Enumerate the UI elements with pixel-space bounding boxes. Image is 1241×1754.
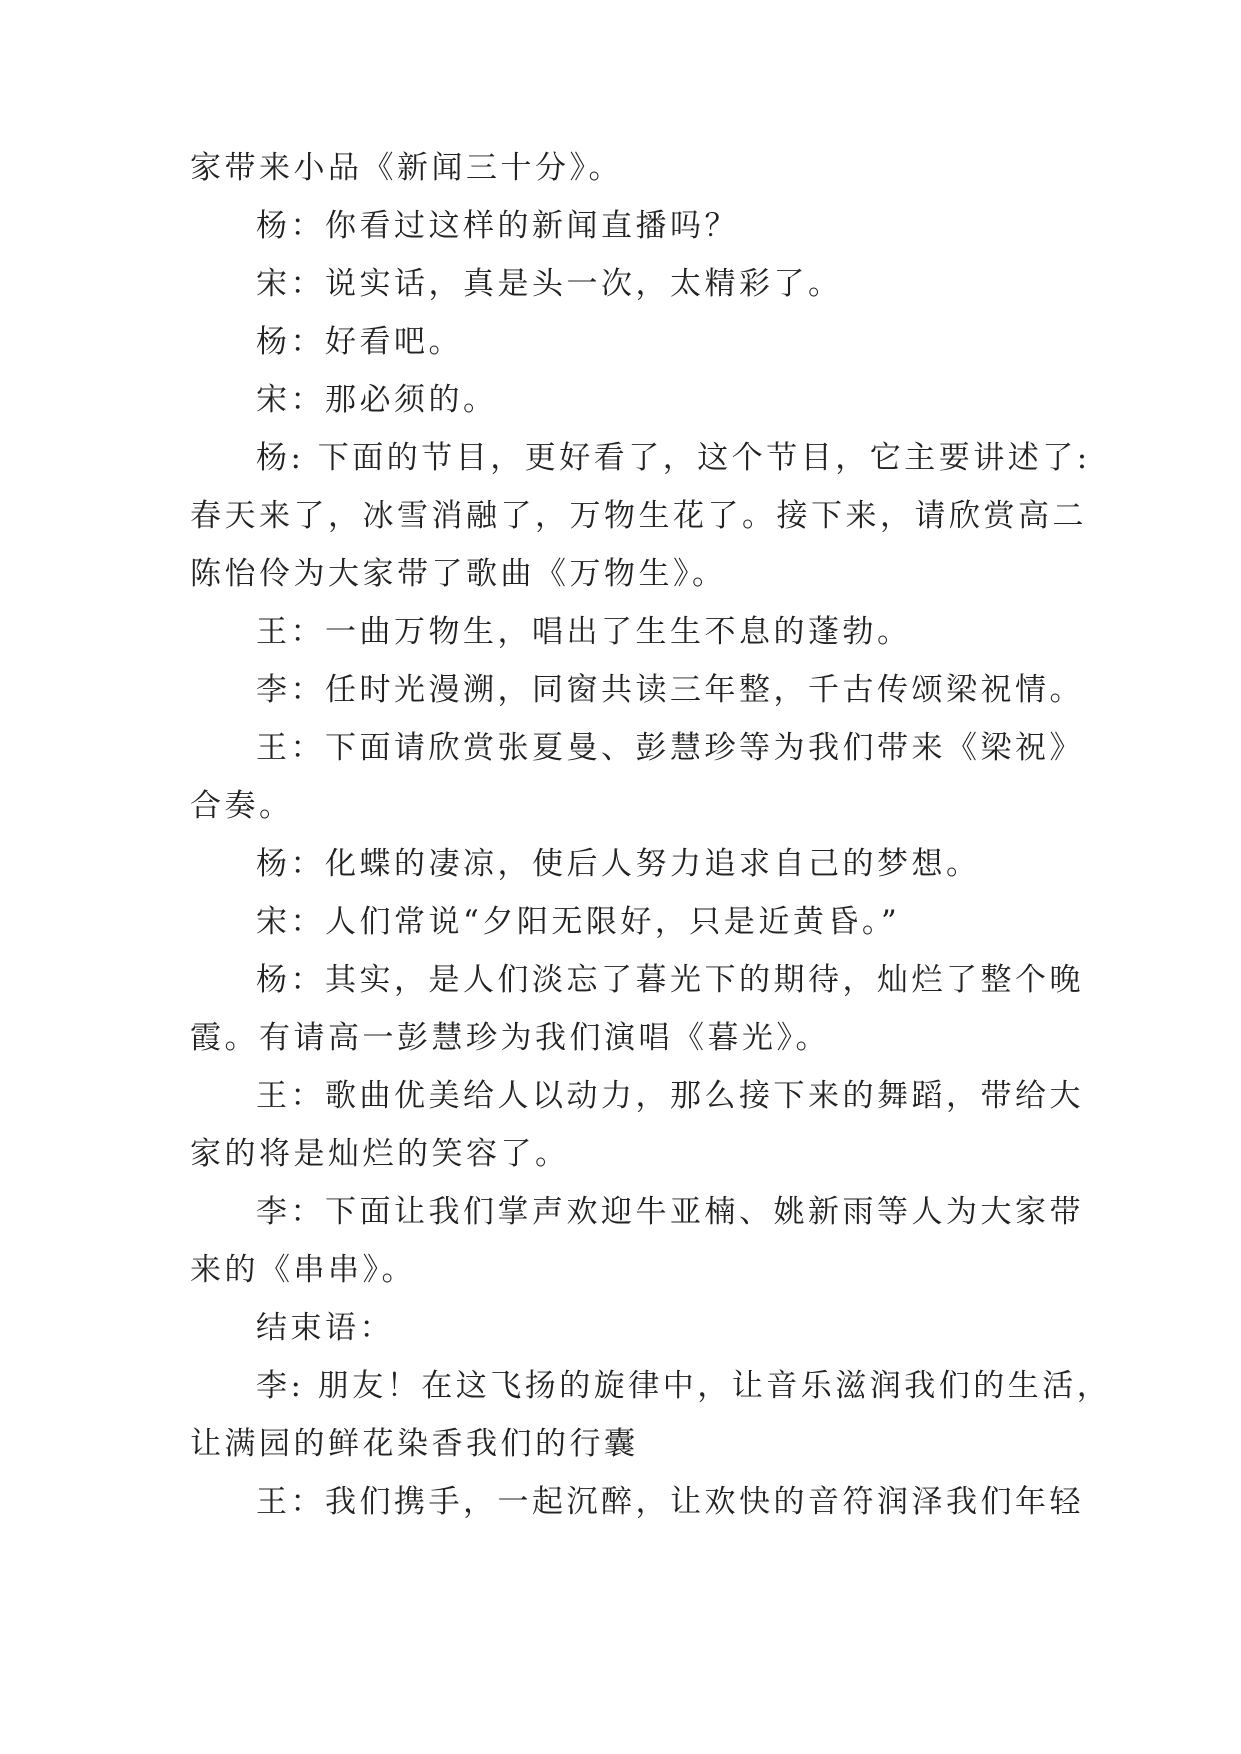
text-line: 宋：说实话，真是头一次，太精彩了。: [256, 266, 843, 302]
text-line: 杨: 下面的节目，更好看了，这个节目，它主要讲述了:: [256, 440, 1091, 476]
text-line: 王：一曲万物生，唱出了生生不息的蓬勃。: [256, 614, 912, 650]
text-line: 王：歌曲优美给人以动力，那么接下来的舞蹈，带给大: [256, 1078, 1084, 1114]
text-line: 李: 朋友！在这飞扬的旋律中，让音乐滋润我们的生活，: [256, 1368, 1112, 1404]
text-line: 合奏。: [190, 788, 294, 824]
text-line: 王：我们携手，一起沉醉，让欢快的音符润泽我们年轻: [256, 1484, 1084, 1520]
text-line: 杨：其实，是人们淡忘了暮光下的期待，灿烂了整个晚: [256, 962, 1084, 998]
text-line: 霞。有请高一彭慧珍为我们演唱《暮光》。: [190, 1020, 830, 1056]
text-line: 杨：你看过这样的新闻直播吗？: [256, 208, 739, 244]
text-line: 杨：化蝶的凄凉，使后人努力追求自己的梦想。: [256, 846, 981, 882]
text-line: 王：下面请欣赏张夏曼、彭慧珍等为我们带来《梁祝》: [256, 730, 1084, 766]
text-line: 李：下面让我们掌声欢迎牛亚楠、姚新雨等人为大家带: [256, 1194, 1084, 1230]
text-line: 家带来小品《新闻三十分》。: [190, 150, 623, 186]
text-line: 家的将是灿烂的笑容了。: [190, 1136, 570, 1172]
text-line: 来的《串串》。: [190, 1252, 416, 1288]
text-line: 李：任时光漫溯，同窗共读三年整，千古传颂梁祝情。: [256, 672, 1084, 708]
text-line: 宋：那必须的。: [256, 382, 498, 418]
text-line: 结束语：: [256, 1310, 394, 1346]
text-line: 让满园的鲜花染香我们的行囊: [190, 1426, 639, 1462]
text-line: 春天来了，冰雪消融了，万物生花了。接下来，请欣赏高二: [190, 498, 1087, 534]
text-line: 陈怡伶为大家带了歌曲《万物生》。: [190, 556, 727, 592]
text-line: 宋：人们常说“夕阳无限好，只是近黄昏。”: [256, 904, 901, 940]
text-line: 杨：好看吧。: [256, 324, 463, 360]
